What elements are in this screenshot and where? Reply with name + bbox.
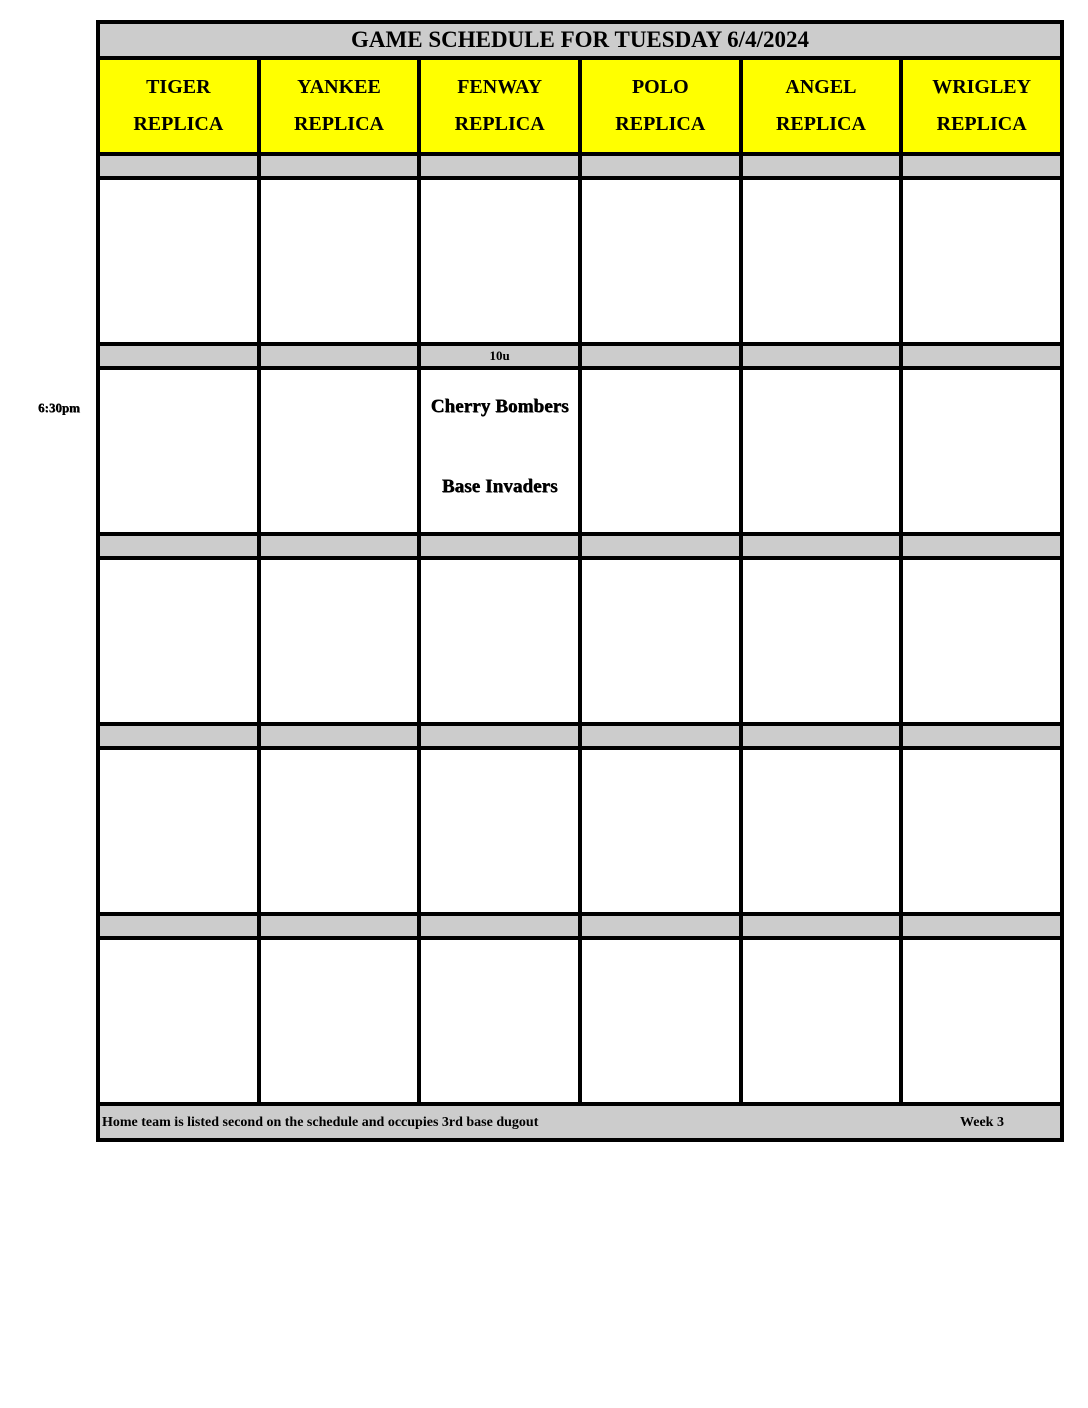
game-row bbox=[98, 748, 1062, 914]
game-cell bbox=[419, 938, 580, 1104]
field-header-tiger bbox=[98, 58, 259, 154]
game-cell bbox=[901, 748, 1062, 914]
division-cell bbox=[901, 154, 1062, 178]
game-cell bbox=[741, 748, 902, 914]
field-subtitle: REPLICA bbox=[615, 113, 706, 135]
division-cell bbox=[580, 724, 741, 748]
division-cell bbox=[259, 914, 420, 938]
division-row bbox=[98, 154, 1062, 178]
week-label: Week 3 bbox=[960, 1115, 1004, 1130]
game-cell bbox=[419, 748, 580, 914]
division-cell bbox=[741, 534, 902, 558]
game-row bbox=[98, 178, 1062, 344]
game-cell bbox=[259, 178, 420, 344]
game-cell bbox=[901, 558, 1062, 724]
game-row bbox=[98, 558, 1062, 724]
division-cell bbox=[98, 154, 259, 178]
division-cell bbox=[98, 534, 259, 558]
field-subtitle: REPLICA bbox=[133, 113, 224, 135]
game-cell bbox=[419, 368, 580, 534]
game-row bbox=[98, 938, 1062, 1104]
game-cell bbox=[901, 368, 1062, 534]
game-cell bbox=[98, 178, 259, 344]
footer-row bbox=[98, 1104, 1062, 1140]
field-header-yankee bbox=[259, 58, 420, 154]
game-cell bbox=[741, 368, 902, 534]
time-label-slot-2: 6:30pm bbox=[38, 400, 80, 415]
division-cell bbox=[259, 344, 420, 368]
game-cell bbox=[259, 368, 420, 534]
division-cell bbox=[580, 344, 741, 368]
division-cell bbox=[580, 914, 741, 938]
division-cell: 10u bbox=[419, 344, 580, 368]
game-cell bbox=[580, 938, 741, 1104]
division-cell bbox=[98, 914, 259, 938]
title-row bbox=[98, 22, 1062, 58]
division-row bbox=[98, 344, 1062, 368]
division-row bbox=[98, 914, 1062, 938]
field-header-angel bbox=[741, 58, 902, 154]
division-cell bbox=[741, 724, 902, 748]
game-cell bbox=[98, 938, 259, 1104]
game-cell bbox=[580, 178, 741, 344]
field-subtitle: REPLICA bbox=[293, 113, 384, 135]
game-cell bbox=[580, 748, 741, 914]
game-cell bbox=[259, 938, 420, 1104]
division-cell bbox=[580, 154, 741, 178]
game-row bbox=[98, 368, 1062, 534]
game-cell bbox=[580, 368, 741, 534]
field-name: WRIGLEY bbox=[932, 76, 1032, 98]
game-cell bbox=[259, 558, 420, 724]
division-cell bbox=[98, 344, 259, 368]
division-cell bbox=[901, 534, 1062, 558]
division-cell bbox=[259, 534, 420, 558]
footer bbox=[98, 1104, 1062, 1140]
game-cell bbox=[419, 178, 580, 344]
division-row bbox=[98, 534, 1062, 558]
division-cell bbox=[419, 724, 580, 748]
division-cell bbox=[901, 724, 1062, 748]
home-team: Base Invaders bbox=[441, 476, 558, 497]
field-name: YANKEE bbox=[297, 76, 381, 98]
game-cell bbox=[98, 368, 259, 534]
division-cell bbox=[419, 534, 580, 558]
game-cell bbox=[741, 178, 902, 344]
division-cell bbox=[419, 154, 580, 178]
game-cell bbox=[901, 938, 1062, 1104]
division-cell bbox=[259, 724, 420, 748]
division-cell bbox=[901, 914, 1062, 938]
game-cell bbox=[901, 178, 1062, 344]
field-header-fenway bbox=[419, 58, 580, 154]
field-header-row bbox=[98, 58, 1062, 154]
division-cell bbox=[419, 914, 580, 938]
division-cell bbox=[580, 534, 741, 558]
game-cell bbox=[741, 938, 902, 1104]
division-cell bbox=[741, 914, 902, 938]
game-cell bbox=[98, 748, 259, 914]
division-cell bbox=[901, 344, 1062, 368]
field-name: POLO bbox=[631, 76, 689, 98]
game-cell bbox=[580, 558, 741, 724]
schedule-title: GAME SCHEDULE FOR TUESDAY 6/4/2024 bbox=[98, 22, 1062, 58]
slot-rows bbox=[98, 154, 1062, 1104]
field-name: FENWAY bbox=[457, 76, 543, 98]
game-cell bbox=[259, 748, 420, 914]
footer-note: Home team is listed second on the schedule and occupies 3rd base dugout bbox=[102, 1115, 539, 1130]
game-cell bbox=[419, 558, 580, 724]
field-subtitle: REPLICA bbox=[775, 113, 866, 135]
field-header-polo bbox=[580, 58, 741, 154]
schedule-table bbox=[96, 20, 1064, 1142]
division-row bbox=[98, 724, 1062, 748]
division-cell bbox=[98, 724, 259, 748]
field-subtitle: REPLICA bbox=[936, 113, 1027, 135]
division-cell bbox=[741, 344, 902, 368]
field-header-wrigley bbox=[901, 58, 1062, 154]
game-cell bbox=[98, 558, 259, 724]
field-name: TIGER bbox=[146, 76, 211, 98]
field-subtitle: REPLICA bbox=[454, 113, 545, 135]
field-name: ANGEL bbox=[785, 76, 857, 98]
game-cell bbox=[741, 558, 902, 724]
division-cell bbox=[741, 154, 902, 178]
away-team: Cherry Bombers bbox=[430, 396, 569, 417]
division-cell bbox=[259, 154, 420, 178]
